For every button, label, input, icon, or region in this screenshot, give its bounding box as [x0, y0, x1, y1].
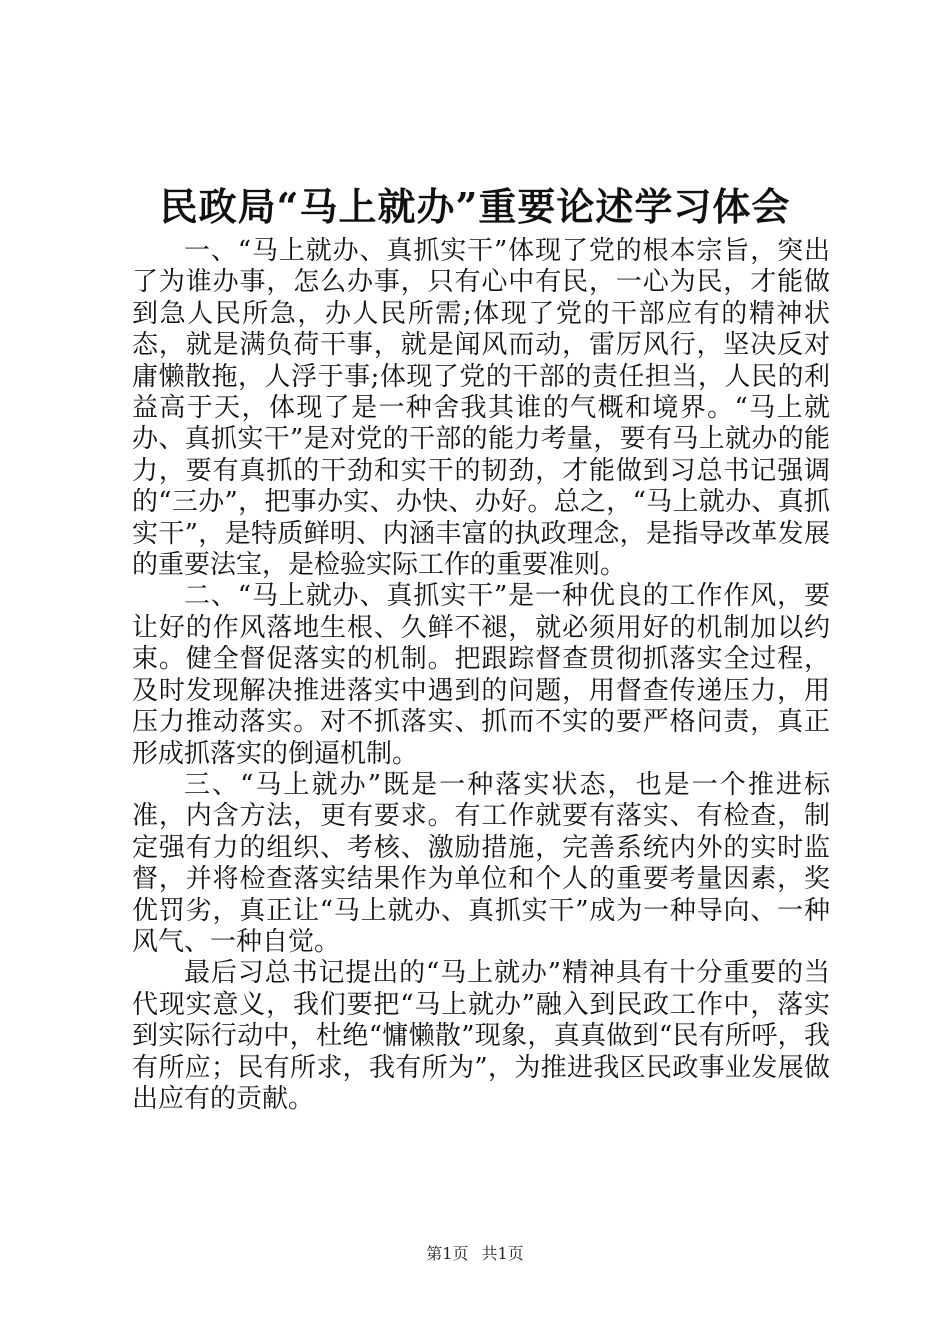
total-pages: 共1页	[481, 1244, 524, 1263]
document-body	[132, 236, 830, 1115]
paragraph-3: 三、“马上就办”既是一种落实状态，也是一个推进标准，内含方法，更有要求。有工作就要有落实、有检查，制定强有力的组织、考核、激励措施，完善系统内外的实时监督，并将检查落实结果作为单位和个人的重要考量因素，奖优罚劣，真正让“马上就办、真抓实干”成为一种导向、一种风气、一种自觉。	[132, 769, 830, 957]
document-title: 民政局“马上就办”重要论述学习体会	[159, 184, 791, 229]
page-number: 第1页	[426, 1244, 469, 1263]
paragraph-1: 一、“马上就办、真抓实干”体现了党的根本宗旨，突出了为谁办事，怎么办事，只有心中有民，一心为民，才能做到急人民所急，办人民所需;体现了党的干部应有的精神状态，就是满负荷干事，就是闻风而动，雷厉风行，坚决反对庸懒散拖，人浮于事;体现了党的干部的责任担当，人民的利益高于天，体现了是一种舍我其谁的气概和境界。“马上就办、真抓实干”是对党的干部的能力考量，要有马上就办的能力，要有真抓的干劲和实干的韧劲，才能做到习总书记强调的“三办”，把事办实、办快、办好。总之，“马上就办、真抓实干”，是特质鲜明、内涵丰富的执政理念，是指导改革发展的重要法宝，是检验实际工作的重要准则。	[132, 236, 830, 581]
page-footer	[0, 1244, 950, 1264]
paragraph-2: 二、“马上就办、真抓实干”是一种优良的工作作风，要让好的作风落地生根、久鲜不褪，就必须用好的机制加以约束。健全督促落实的机制。把跟踪督查贯彻抓落实全过程，及时发现解决推进落实中遇到的问题，用督查传递压力，用压力推动落实。对不抓落实、抓而不实的要严格问责，真正形成抓落实的倒逼机制。	[132, 581, 830, 769]
paragraph-4: 最后习总书记提出的“马上就办”精神具有十分重要的当代现实意义，我们要把“马上就办”融入到民政工作中，落实到实际行动中，杜绝“慵懒散”现象，真真做到“民有所呼，我有所应；民有所求，我有所为”，为推进我区民政事业发展做出应有的贡献。	[132, 958, 830, 1114]
